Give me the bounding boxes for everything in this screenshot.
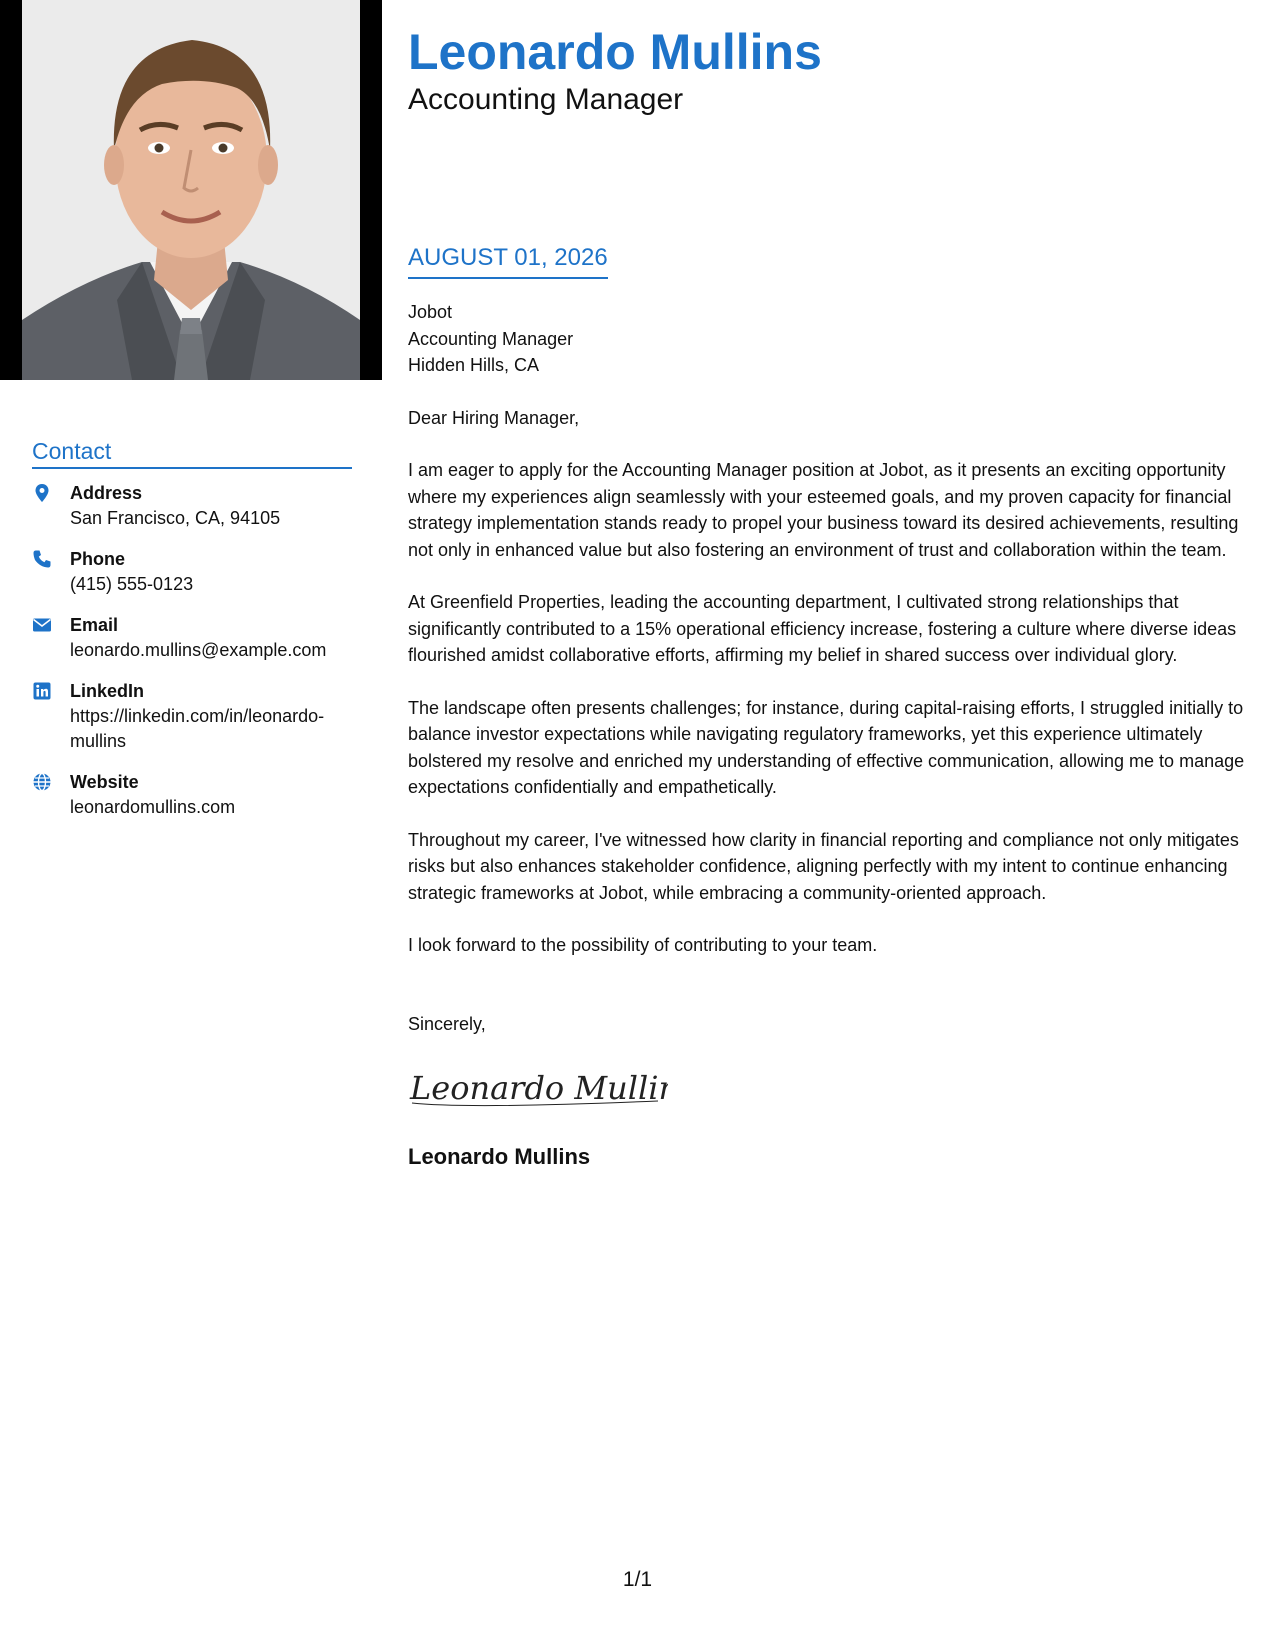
contact-linkedin [32, 679, 352, 754]
recipient-company: Jobot [408, 302, 453, 322]
linkedin-value[interactable]: https://linkedin.com/in/leonardo- mullins [70, 706, 325, 751]
paragraph-4: Throughout my career, I've witnessed how clarity in financial reporting and compliance not only mitigates risks but also enhances stakeholder confidence, aligning perfectly with my intent to continue enhancing strategic frameworks at Jobot, while embracing a community-oriented approach. [408, 829, 1239, 903]
sidebar [32, 438, 352, 836]
linkedin-label: LinkedIn [70, 681, 145, 701]
signer-name: Leonardo Mullins [408, 1144, 591, 1169]
page-number: 1/1 [622, 1568, 653, 1591]
email-value: leonardo.mullins@example.com [70, 640, 327, 660]
recipient-location: Hidden Hills, CA [408, 355, 540, 375]
paragraph-2: At Greenfield Properties, leading the accounting department, I cultivated strong relationships that significantly contributed to a 15% operational efficiency increase, fostering a culture where diverse ideas flourished amidst collaborative efforts, affirming my belief in shared success over individual glory. [408, 592, 1237, 665]
paragraph-1: I am eager to apply for the Accounting Manager position at Jobot, as it presents an exciting opportunity where my experiences align seamlessly with your esteemed goals, and my proven capacity for financial strategy implementation stands ready to propel your business toward its desired achievements, resulting not only in enhanced value but also fostering an environment of trust and collaboration within the team. [408, 460, 1239, 560]
website-value[interactable]: leonardomullins.com [70, 797, 236, 817]
phone-value: (415) 555-0123 [70, 574, 194, 594]
profile-photo [0, 0, 382, 380]
phone-icon [32, 547, 70, 569]
paragraph-3: The landscape often presents challenges; for instance, during capital-raising efforts, I struggled initially to balance investor expectations while navigating regulatory frameworks, yet this experience ultimately bolstered my resolve and enriched my understanding of effective communication, allowing me to manage expectations confidentially and empathetically. [408, 697, 1245, 797]
contact-address [32, 481, 352, 531]
letter-date: AUGUST 01, 2026 [408, 244, 608, 279]
envelope-icon [32, 613, 70, 635]
applicant-name: Leonardo Mullins [408, 24, 822, 80]
linkedin-icon [32, 679, 70, 701]
email-label: Email [70, 615, 119, 635]
letter-main [408, 22, 1253, 1170]
address-label: Address [70, 483, 143, 503]
contact-email [32, 613, 352, 663]
globe-icon [32, 770, 70, 792]
portrait-image [22, 0, 360, 380]
contact-website [32, 770, 352, 820]
applicant-title: Accounting Manager [408, 83, 684, 116]
greeting: Dear Hiring Manager, [408, 407, 580, 428]
recipient-block [408, 299, 1253, 379]
contact-heading: Contact [32, 438, 352, 469]
paragraph-5: I look forward to the possibility of contributing to your team. [408, 935, 878, 955]
handwritten-signature [408, 1063, 1253, 1118]
map-pin-icon [32, 481, 70, 503]
contact-phone [32, 547, 352, 597]
signature-text: Leonardo Mullins [410, 1069, 668, 1107]
phone-label: Phone [70, 549, 126, 569]
closing: Sincerely, [408, 1013, 486, 1034]
address-value: San Francisco, CA, 94105 [70, 508, 281, 528]
website-label: Website [70, 772, 139, 792]
recipient-position: Accounting Manager [408, 328, 574, 349]
